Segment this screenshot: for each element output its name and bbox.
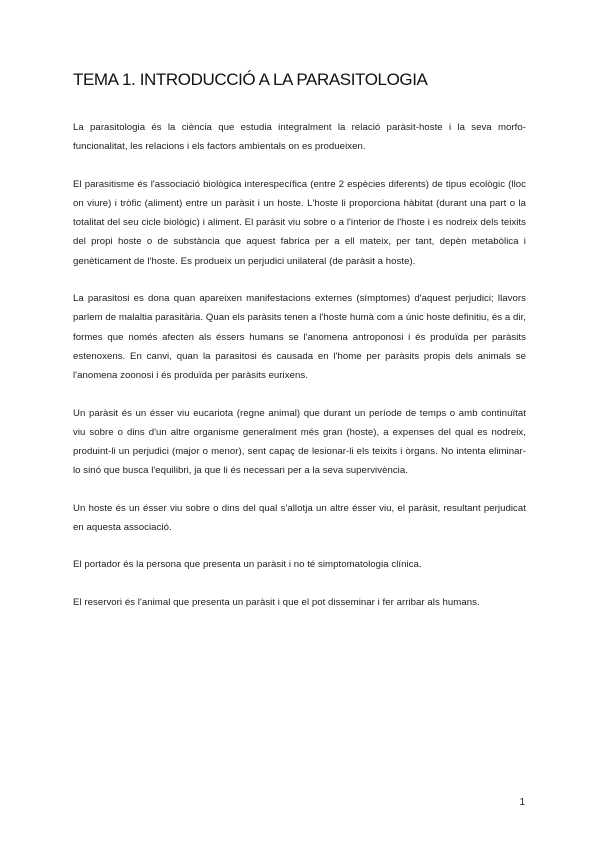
document-title: TEMA 1. INTRODUCCIÓ A LA PARASITOLOGIA — [73, 70, 428, 89]
paragraph-parasitologia: La parasitologia és la ciència que estudia integralment la relació paràsit-hoste i la seva morfo-funcionalitat, les relacions i els factors ambientals on es produeixen. — [73, 122, 526, 153]
paragraph-portador: El portador és la persona que presenta un paràsit i no té simptomatologia clínica. — [73, 559, 422, 571]
paragraph-parasitisme: El parasitisme és l'associació biològica interespecífica (entre 2 espècies diferents) de tipus ecològic (lloc on viure) i tròfic (aliment) entre un paràsit i un hoste. L'hoste li proporciona hàbitat (durant una part o la totalitat del seu cicle biològic) i aliment. El paràsit viu sobre o a l'interior de l'hoste i es nodreix dels teixits del propi hoste o de substància que aquest fabrica per a ell mateix, per tant, depèn metabòlica i genèticament de l'hoste. Es produeix un perjudici unilateral (de paràsit a hoste). — [73, 178, 526, 267]
paragraph-reservori: El reservori és l'animal que presenta un paràsit i que el pot disseminar i fer arribar als humans. — [73, 596, 480, 608]
page-number: 1 — [519, 797, 525, 808]
paragraph-hoste: Un hoste és un ésser viu sobre o dins del qual s'allotja un altre ésser viu, el paràsit, resultant perjudicat en aquesta associació. — [73, 502, 526, 534]
paragraph-parasit: Un paràsit és un ésser viu eucariota (regne animal) que durant un període de temps o amb continuïtat viu sobre o dins d'un altre organisme generalment més gran (hoste), a expenses del qual es nodreix, produint-li un perjudici (major o menor), sent capaç de lesionar-li els teixits i òrgans. No intenta eliminar-lo sinó que busca l'equilibri, ja que li és necessari per a la seva supervivència. — [73, 407, 526, 477]
paragraph-parasitosi: La parasitosi es dona quan apareixen manifestacions externes (símptomes) d'aquest perjudici; llavors parlem de malaltia parasitària. Quan els paràsits tenen a l'hoste humà com a únic hoste definitiu, és a dir, formes que només afecten als éssers humans se l'anomena antroponosi i és produïda per paràsits estenoxens. En canvi, quan la parasitosi és causada en l'home per paràsits propis dels animals se l'anomena zoonosi i és produïda per paràsits eurixens. — [73, 293, 526, 382]
